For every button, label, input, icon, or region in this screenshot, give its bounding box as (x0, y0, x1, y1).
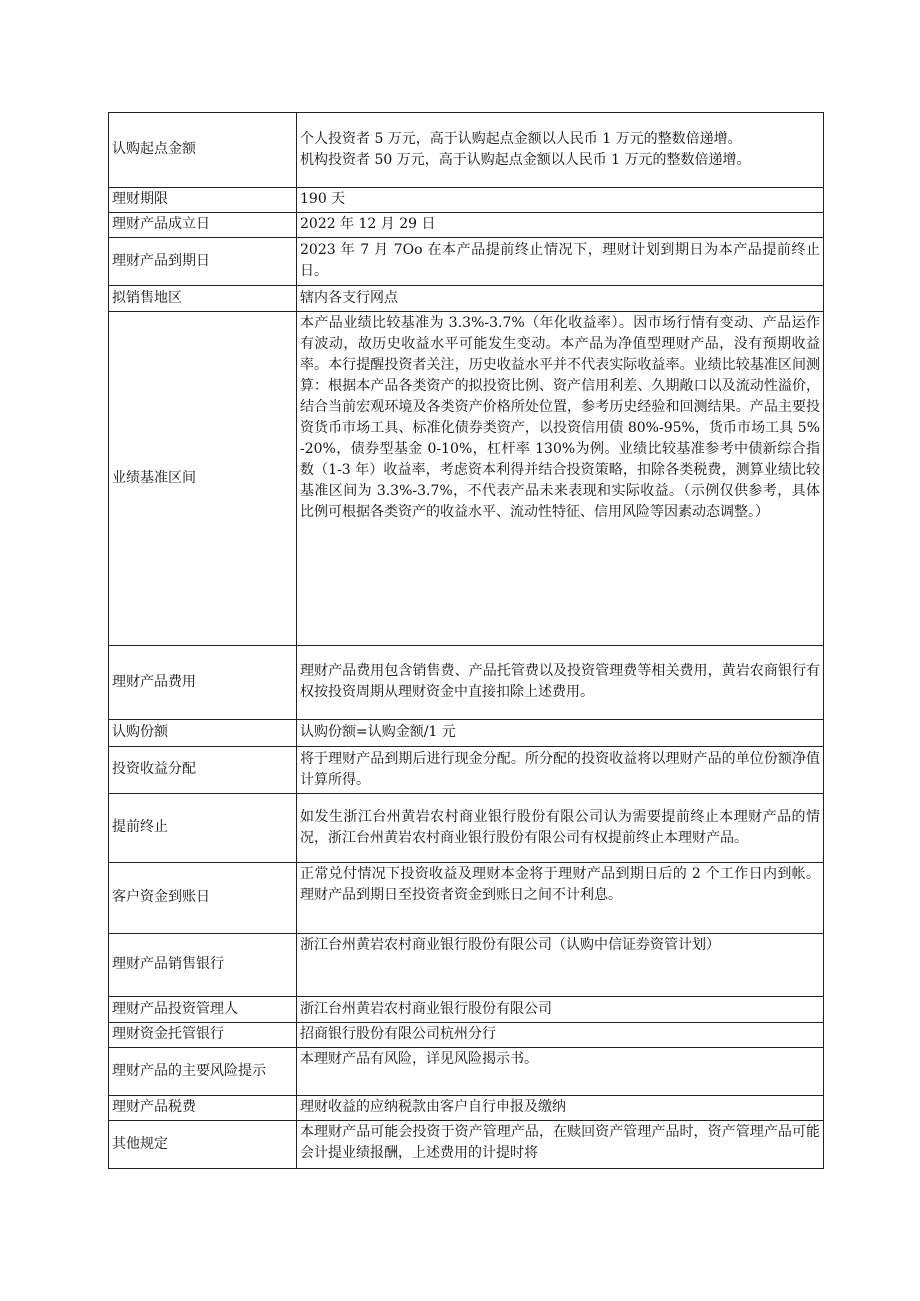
table-row (109, 312, 824, 646)
row-value: 浙江台州黄岩农村商业银行股份有限公司 (297, 997, 824, 1023)
table-row (109, 1048, 824, 1096)
table-row (109, 1121, 824, 1169)
table-row (109, 934, 824, 997)
row-value: 招商银行股份有限公司杭州分行 (297, 1023, 824, 1048)
row-label: 理财产品的主要风险提示 (109, 1048, 297, 1096)
row-label: 理财资金托管银行 (109, 1023, 297, 1048)
row-label: 业绩基准区间 (109, 312, 297, 646)
row-label: 其他规定 (109, 1121, 297, 1169)
row-value: 浙江台州黄岩农村商业银行股份有限公司（认购中信证券资管计划） (297, 934, 824, 997)
row-label: 理财期限 (109, 188, 297, 213)
row-value: 本理财产品有风险，详见风险揭示书。 (297, 1048, 824, 1096)
row-value: 如发生浙江台州黄岩农村商业银行股份有限公司认为需要提前终止本理财产品的情况，浙江台州黄岩农村商业银行股份有限公司有权提前终止本理财产品。 (297, 794, 824, 863)
row-label: 理财产品投资管理人 (109, 997, 297, 1023)
table-row (109, 188, 824, 213)
value-line: 个人投资者 5 万元，高于认购起点金额以人民币 1 万元的整数倍递增。 (300, 130, 742, 147)
value-line: 机构投资者 50 万元，高于认购起点金额以人民币 1 万元的整数倍递增。 (300, 151, 751, 168)
table-row (109, 747, 824, 794)
row-label: 理财产品费用 (109, 646, 297, 720)
row-value: 辖内各支行网点 (297, 286, 824, 312)
table-row (109, 794, 824, 863)
table-row (109, 1023, 824, 1048)
row-label: 认购起点金额 (109, 113, 297, 188)
row-label: 理财产品销售银行 (109, 934, 297, 997)
row-value: 2023 年 7 月 7Oo 在本产品提前终止情况下，理财计划到期日为本产品提前终止日。 (297, 238, 824, 286)
product-info-table (108, 112, 824, 1169)
row-value (297, 113, 824, 188)
row-value: 2022 年 12 月 29 日 (297, 213, 824, 238)
table-row (109, 720, 824, 747)
row-value: 本理财产品可能会投资于资产管理产品，在赎回资产管理产品时，资产管理产品可能会计提业绩报酬，上述费用的计提时将 (297, 1121, 824, 1169)
table-row (109, 646, 824, 720)
row-value: 理财收益的应纳税款由客户自行申报及缴纳 (297, 1096, 824, 1121)
row-label: 拟销售地区 (109, 286, 297, 312)
table-row (109, 238, 824, 286)
row-label: 理财产品成立日 (109, 213, 297, 238)
table-row (109, 213, 824, 238)
row-label: 投资收益分配 (109, 747, 297, 794)
row-label: 提前终止 (109, 794, 297, 863)
row-value: 将于理财产品到期后进行现金分配。所分配的投资收益将以理财产品的单位份额净值计算所得。 (297, 747, 824, 794)
table-row (109, 997, 824, 1023)
row-value: 认购份额=认购金额/1 元 (297, 720, 824, 747)
row-label: 理财产品税费 (109, 1096, 297, 1121)
row-value: 本产品业绩比较基准为 3.3%-3.7%（年化收益率）。因市场行情有变动、产品运作有波动，故历史收益水平可能发生变动。本产品为净值型理财产品，没有预期收益率。本行提醒投资者关注，历史收益水平并不代表实际收益率。业绩比较基准区间测算：根据本产品各类资产的拟投资比例、资产信用利差、久期敞口以及流动性溢价，结合当前宏观环境及各类资产价格所处位置，参考历史经验和回测结果。产品主要投资货币市场工具、标准化债券类资产，以投资信用债 80%-95%，货币市场工具 5%-20%，债券型基金 0-10%，杠杆率 130%为例。业绩比较基准参考中债新综合指数（1-3 年）收益率，考虑资本利得并结合投资策略，扣除各类税费，测算业绩比较基准区间为 3.3%-3.7%，不代表产品未来表现和实际收益。（示例仅供参考，具体比例可根据各类资产的收益水平、流动性特征、信用风险等因素动态调整。） (297, 312, 824, 646)
table-row (109, 863, 824, 934)
row-label: 认购份额 (109, 720, 297, 747)
table-row (109, 1096, 824, 1121)
row-label: 客户资金到账日 (109, 863, 297, 934)
row-value: 190 天 (297, 188, 824, 213)
row-value: 理财产品费用包含销售费、产品托管费以及投资管理费等相关费用，黄岩农商银行有权按投资周期从理财资金中直接扣除上述费用。 (297, 646, 824, 720)
table-row (109, 113, 824, 188)
row-label: 理财产品到期日 (109, 238, 297, 286)
table-row (109, 286, 824, 312)
row-value: 正常兑付情况下投资收益及理财本金将于理财产品到期日后的 2 个工作日内到帐。理财产品到期日至投资者资金到账日之间不计利息。 (297, 863, 824, 934)
